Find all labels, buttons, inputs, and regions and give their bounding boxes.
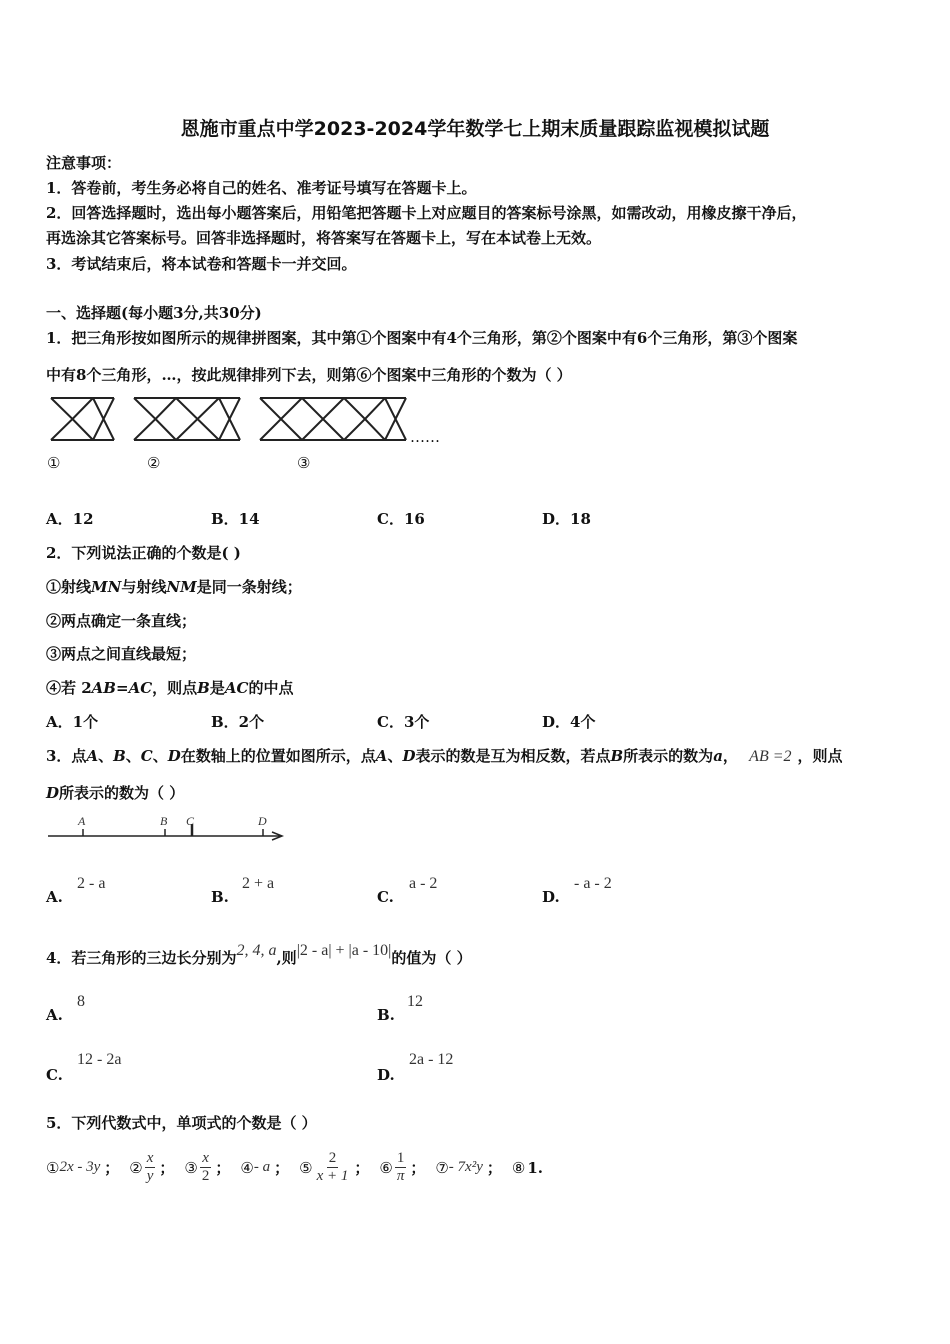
axis-label-a: A [78, 814, 86, 828]
q1-option-c[interactable]: C．16 [377, 510, 425, 528]
q3-equation: AB =2 [749, 748, 792, 765]
figure-ellipsis: …… [410, 428, 440, 446]
q4-abs-expression: |2 - a| + |a - 10| [296, 942, 392, 959]
notice-item: 再选涂其它答案标号。回答非选择题时，将答案写在答题卡上，写在本试卷上无效。 [46, 229, 602, 247]
figure-label: ② [147, 454, 161, 472]
notice-item: 3．考试结束后，将本试卷和答题卡一并交回。 [46, 255, 357, 273]
q4-option-c-value[interactable]: 12 - 2a [77, 1051, 122, 1068]
q1-option-b[interactable]: B．14 [211, 510, 260, 528]
q3-option-a-letter[interactable]: A. [46, 888, 63, 906]
q4-option-d-letter[interactable]: D. [377, 1066, 395, 1084]
q5-expressions: ① 2x - 3y ； ② $\frac{x}{y}$ ； ③ $\frac{x}{2}$ ； ④ - a ； ⑤ $\frac{2}{x + 1}$ ； ⑥ $\frac{1}{\pi}$ ； ⑦ - 7x²y ； ⑧ 1. [46, 1150, 543, 1184]
q3-option-a-value[interactable]: 2 - a [77, 875, 106, 892]
q3-option-b-letter[interactable]: B. [211, 888, 229, 906]
q3-option-d-value[interactable]: - a - 2 [574, 875, 612, 892]
axis-label-c: C [186, 814, 195, 828]
q2-option-b[interactable]: B．2个 [211, 713, 265, 731]
q2-option-d[interactable]: D．4个 [542, 713, 596, 731]
q4-option-a-letter[interactable]: A. [46, 1006, 63, 1024]
notice-heading: 注意事项： [46, 154, 122, 172]
q2-statement-4: ④若 2AB=AC，则点B是AC的中点 [46, 679, 294, 697]
q4-option-c-letter[interactable]: C. [46, 1066, 63, 1084]
figure-label: ③ [297, 454, 311, 472]
q4-option-d-value[interactable]: 2a - 12 [409, 1051, 454, 1068]
q3-option-c-letter[interactable]: C. [377, 888, 394, 906]
q1-stem-line2: 中有8个三角形，…，按此规律排列下去，则第⑥个图案中三角形的个数为（ ） [46, 366, 572, 384]
q1-option-d[interactable]: D．18 [542, 510, 591, 528]
q5-stem: 5．下列代数式中，单项式的个数是（ ） [46, 1114, 317, 1132]
q2-option-a[interactable]: A．1个 [46, 713, 99, 731]
axis-label-b: B [160, 814, 168, 828]
q3-option-d-letter[interactable]: D. [542, 888, 560, 906]
notice-item: 1．答卷前，考生务必将自己的姓名、准考证号填写在答题卡上。 [46, 179, 477, 197]
q3-option-c-value[interactable]: a - 2 [409, 875, 438, 892]
axis-label-d: D [258, 814, 267, 828]
q1-option-a[interactable]: A．12 [46, 510, 94, 528]
page-title: 恩施市重点中学2023-2024学年数学七上期末质量跟踪监视模拟试题 [180, 118, 770, 140]
figure-label: ① [47, 454, 61, 472]
q3-option-b-value[interactable]: 2 + a [242, 875, 275, 892]
q2-stem: 2．下列说法正确的个数是( ) [46, 544, 241, 562]
q2-statement-3: ③两点之间直线最短； [46, 645, 197, 663]
section-heading: 一、选择题(每小题3分,共30分) [46, 304, 262, 322]
q2-statement-2: ②两点确定一条直线； [46, 612, 197, 630]
q2-statement-1: ①射线MN与射线NM是同一条射线； [46, 578, 302, 596]
q2-option-c[interactable]: C．3个 [377, 713, 430, 731]
q3-stem-line1: 3．点A、B、C、D在数轴上的位置如图所示，点A、D表示的数是互为相反数，若点B所表示的数为a， AB =2 ，则点 [46, 747, 843, 765]
notice-item: 2．回答选择题时，选出每小题答案后，用铅笔把答题卡上对应题目的答案标号涂黑，如需改动，用橡皮擦干净后， [46, 204, 807, 222]
q4-option-a-value[interactable]: 8 [77, 993, 85, 1010]
q1-stem-line1: 1．把三角形按如图所示的规律拼图案，其中第①个图案中有4个三角形，第②个图案中有6个三角形，第③个图案 [46, 329, 798, 347]
q3-stem-line2: D所表示的数为（ ） [46, 784, 185, 802]
q4-option-b-letter[interactable]: B. [377, 1006, 395, 1024]
q4-option-b-value[interactable]: 12 [407, 993, 423, 1010]
q4-stem: 4．若三角形的三边长分别为2, 4, a,则|2 - a| + |a - 10|的值为（ ） [46, 942, 472, 967]
